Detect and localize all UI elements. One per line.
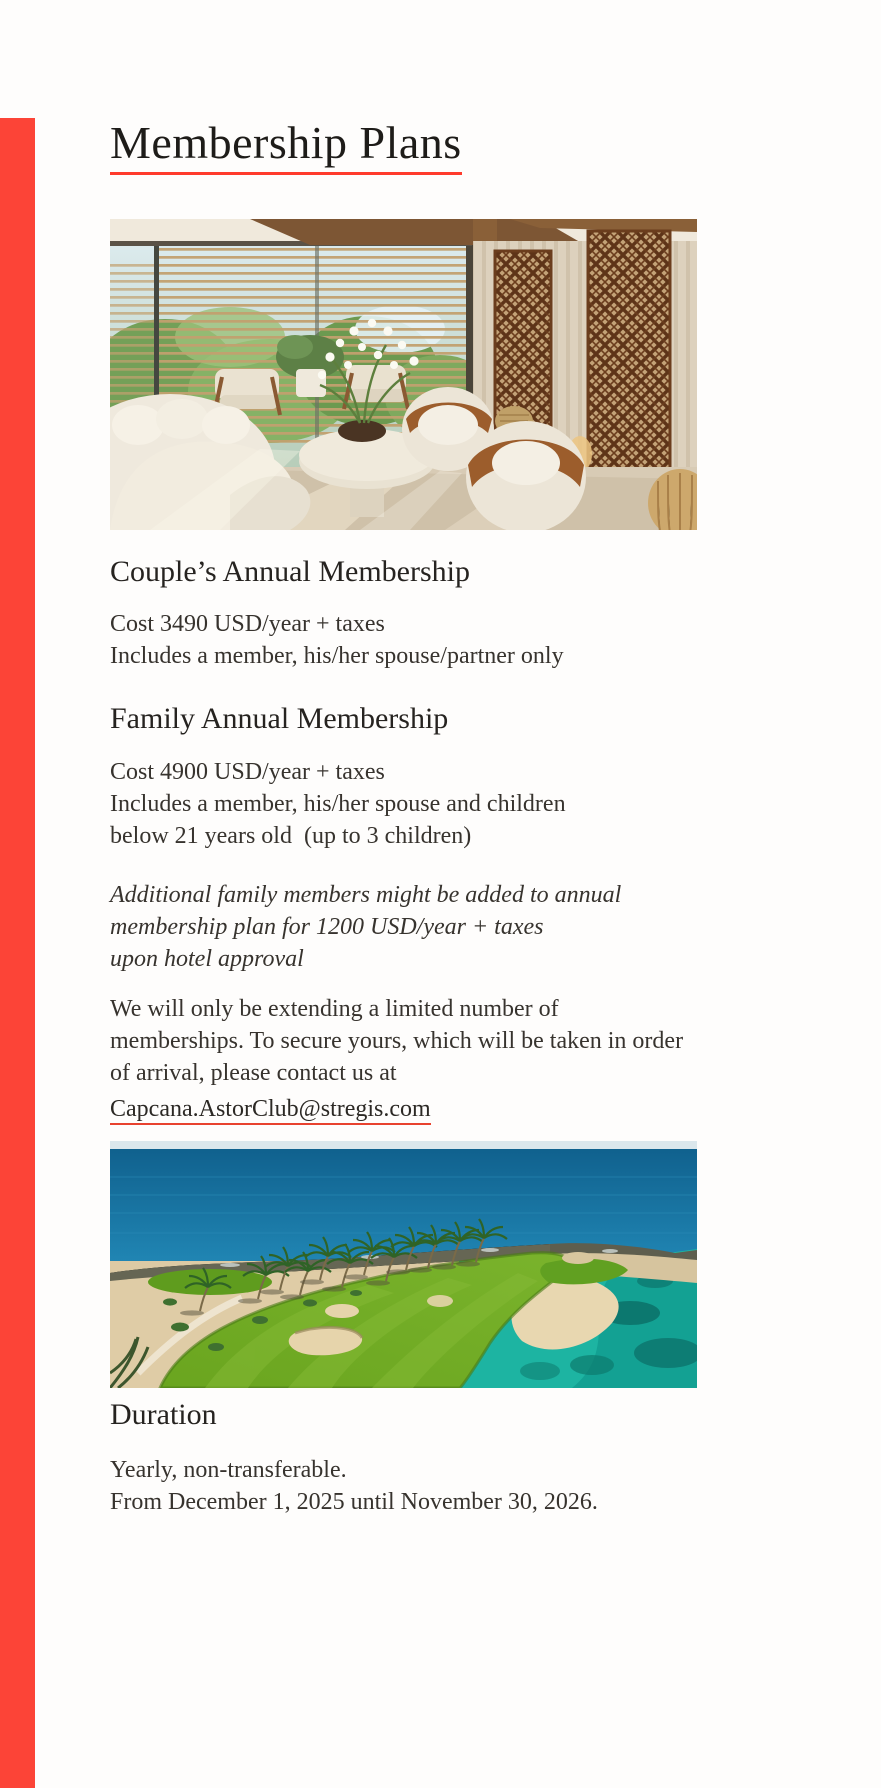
additional-note-line: membership plan for 1200 USD/year + taxes <box>110 914 544 940</box>
additional-note-line: Additional family members might be added to annual <box>110 882 622 908</box>
family-children-line: below 21 years old (up to 3 children) <box>110 823 472 849</box>
contact-email-link[interactable]: Capcana.AstorClub@stregis.com <box>110 1096 431 1125</box>
couple-membership-details <box>110 608 710 672</box>
duration-line: Yearly, non-transferable. <box>110 1457 347 1483</box>
duration-line: From December 1, 2025 until November 30, 2026. <box>110 1489 598 1515</box>
lounge-interior-photo <box>110 219 710 530</box>
family-membership-details <box>110 756 710 852</box>
family-membership-heading: Family Annual Membership <box>110 702 449 735</box>
additional-members-note <box>110 879 710 975</box>
contact-paragraph <box>110 993 710 1089</box>
page-title: Membership Plans <box>110 118 462 175</box>
couple-cost-line: Cost 3490 USD/year + taxes <box>110 611 385 637</box>
couple-includes-line: Includes a member, his/her spouse/partner only <box>110 643 564 669</box>
duration-heading: Duration <box>110 1398 217 1431</box>
golf-course-illustration <box>110 1141 697 1388</box>
contact-line: We will only be extending a limited number of <box>110 996 559 1022</box>
contact-line: of arrival, please contact us at <box>110 1060 397 1086</box>
duration-details <box>110 1454 710 1518</box>
additional-note-line: upon hotel approval <box>110 946 304 972</box>
page-content <box>110 118 710 1518</box>
family-cost-line: Cost 4900 USD/year + taxes <box>110 759 385 785</box>
couple-membership-heading: Couple’s Annual Membership <box>110 555 470 588</box>
contact-line: memberships. To secure yours, which will be taken in order <box>110 1028 684 1054</box>
golf-course-photo <box>110 1141 710 1388</box>
left-accent-stripe <box>0 118 35 1788</box>
family-includes-line: Includes a member, his/her spouse and children <box>110 791 566 817</box>
contact-email-row <box>110 1093 710 1125</box>
lounge-interior-illustration <box>110 219 697 530</box>
